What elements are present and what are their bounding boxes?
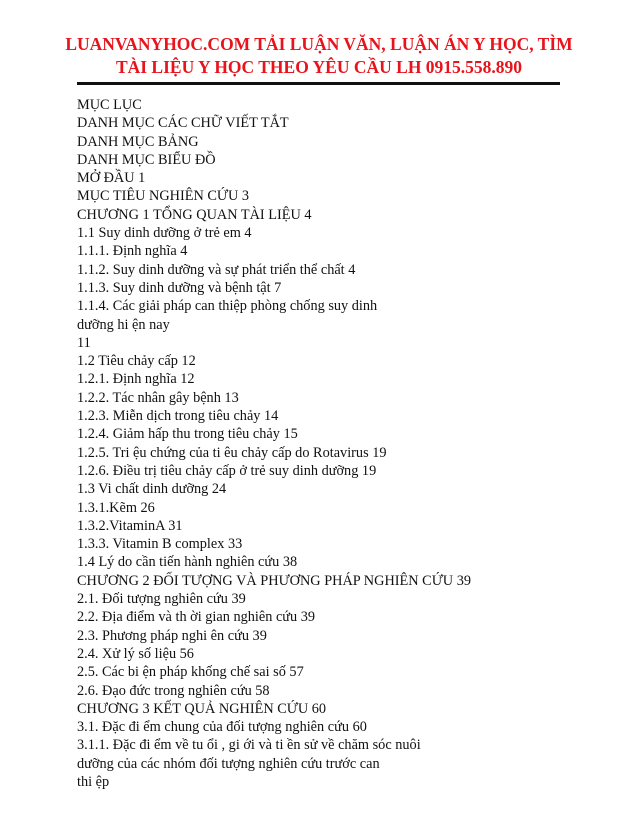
toc-line: 1.1.4. Các giải pháp can thiệp phòng chống suy dinh	[77, 298, 378, 315]
toc-line: 1.3.2.VitaminA 31	[77, 517, 183, 534]
toc-line: MỞ ĐẦU 1	[77, 170, 146, 187]
toc-line: 2.3. Phương pháp nghi ên cứu 39	[77, 627, 267, 644]
toc-line: 1.2 Tiêu chảy cấp 12	[77, 353, 196, 370]
toc-line: 1.1 Suy dinh dưỡng ở trẻ em 4	[77, 225, 252, 242]
toc-line: CHƯƠNG 2 ĐỐI TƯỢNG VÀ PHƯƠNG PHÁP NGHIÊN CỨU 39	[77, 572, 471, 589]
header-line-1: LUANVANYHOC.COM TẢI LUẬN VĂN, LUẬN ÁN Y HỌC, TÌM	[65, 34, 573, 54]
toc-line: DANH MỤC CÁC CHỮ VIẾT TẮT	[77, 115, 289, 132]
toc-line: 1.2.4. Giảm hấp thu trong tiêu chảy 15	[77, 426, 298, 443]
site-header	[40, 33, 598, 79]
toc-line: 1.3.1.Kẽm 26	[77, 499, 155, 516]
table-of-contents	[77, 96, 577, 791]
toc-line: 1.2.3. Miễn dịch trong tiêu chảy 14	[77, 408, 279, 425]
toc-line: 2.5. Các bi ện pháp khống chế sai số 57	[77, 664, 304, 681]
toc-line: 2.2. Địa điểm và th ời gian nghiên cứu 39	[77, 609, 316, 626]
toc-line: dưỡng của các nhóm đối tượng nghiên cứu trước can	[77, 755, 380, 772]
toc-line: 1.3 Vi chất dinh dưỡng 24	[77, 481, 227, 498]
toc-line: 1.2.1. Định nghĩa 12	[77, 371, 195, 388]
toc-line: 2.1. Đối tượng nghiên cứu 39	[77, 591, 246, 608]
toc-line: 2.6. Đạo đức trong nghiên cứu 58	[77, 682, 270, 699]
toc-line: CHƯƠNG 1 TỔNG QUAN TÀI LIỆU 4	[77, 206, 312, 223]
toc-line: 1.1.3. Suy dinh dưỡng và bệnh tật 7	[77, 279, 282, 296]
toc-line: 1.2.2. Tác nhân gây bệnh 13	[77, 389, 239, 406]
toc-line: 11	[77, 334, 91, 351]
toc-line: 1.2.5. Tri ệu chứng của ti êu chảy cấp do Rotavirus 19	[77, 444, 387, 461]
toc-line: 1.1.1. Định nghĩa 4	[77, 243, 188, 260]
toc-line: 1.4 Lý do cần tiến hành nghiên cứu 38	[77, 554, 298, 571]
toc-line: MỤC LỤC	[77, 97, 142, 113]
toc-line: dưỡng hi ện nay	[77, 316, 170, 333]
toc-line: thi ệp	[77, 773, 110, 790]
toc-line: 2.4. Xử lý số liệu 56	[77, 645, 194, 662]
toc-line: 1.1.2. Suy dinh dưỡng và sự phát triển thể chất 4	[77, 261, 356, 278]
toc-line: CHƯƠNG 3 KẾT QUẢ NGHIÊN CỨU 60	[77, 700, 327, 717]
header-line-2: TÀI LIỆU Y HỌC THEO YÊU CẦU LH 0915.558.890	[115, 57, 523, 77]
header-divider	[77, 82, 560, 85]
toc-line: 3.1. Đặc đi ểm chung của đối tượng nghiên cứu 60	[77, 719, 367, 736]
toc-line: 3.1.1. Đặc đi ểm về tu ổi , gi ới và ti ền sử về chăm sóc nuôi	[77, 737, 421, 754]
toc-line: DANH MỤC BẢNG	[77, 133, 199, 150]
toc-line: DANH MỤC BIỂU ĐỒ	[77, 151, 216, 168]
toc-line: 1.2.6. Điều trị tiêu chảy cấp ở trẻ suy dinh dưỡng 19	[77, 462, 377, 479]
toc-line: 1.3.3. Vitamin B complex 33	[77, 536, 243, 553]
toc-line: MỤC TIÊU NGHIÊN CỨU 3	[77, 188, 250, 205]
